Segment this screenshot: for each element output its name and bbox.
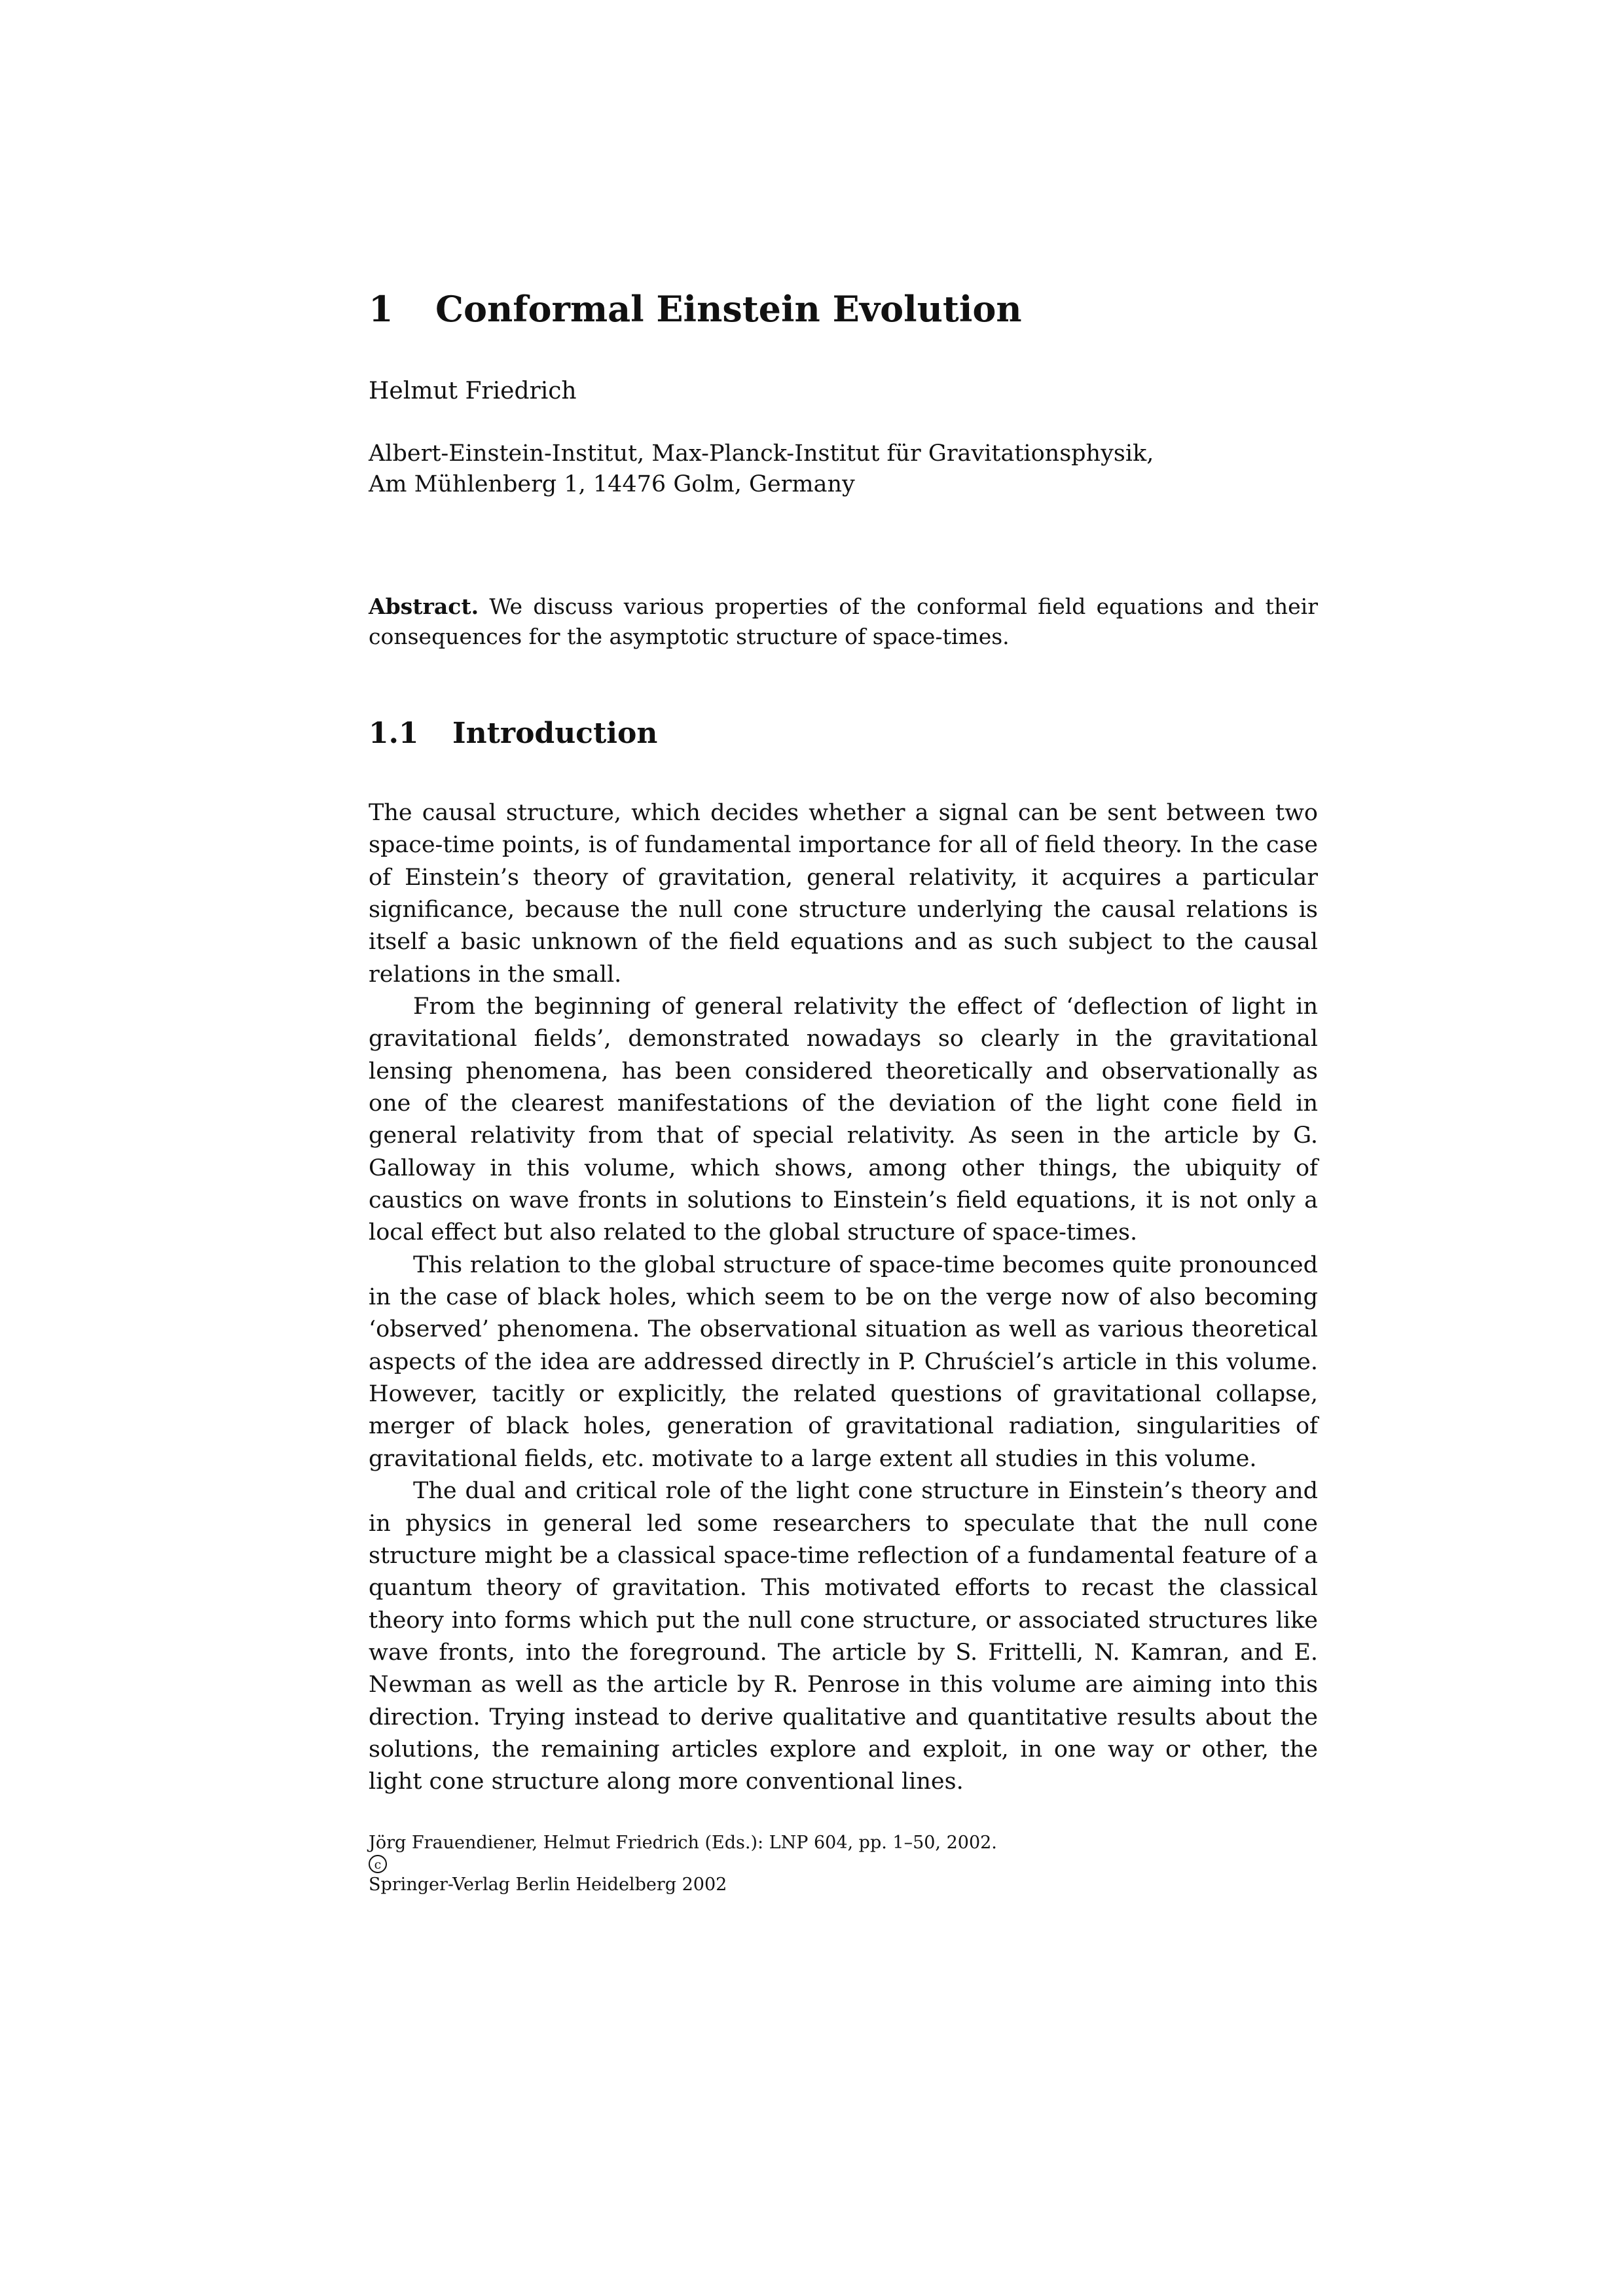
- page: [369, 288, 1318, 1896]
- affiliation-line-1: Albert-Einstein-Institut, Max-Planck-Institut für Gravitationsphysik,: [369, 440, 1154, 467]
- section-heading: [369, 717, 1318, 751]
- chapter-number: 1: [369, 288, 393, 330]
- footer-copyright: Springer-Verlag Berlin Heidelberg 2002: [369, 1874, 727, 1895]
- paragraph-3: This relation to the global structure of space-time becomes quite pronounced in the case of black holes, which seem to be on the verge now of also becoming ‘observed’ phenomena. The observational situation as well as various theoretical aspects of the idea are addressed directly in P. Chruściel’s article in this volume. However, tacitly or explicitly, the related questions of gravitational collapse, merger of black holes, generation of gravitational radiation, singularities of gravitational fields, etc. motivate to a large extent all studies in this volume.: [369, 1251, 1318, 1472]
- copyright-icon: c: [369, 1855, 387, 1873]
- chapter-title-text: Conformal Einstein Evolution: [435, 288, 1022, 330]
- paragraph-4: The dual and critical role of the light cone structure in Einstein’s theory and in physics in general led some researchers to speculate that the null cone structure might be a classical space-time reflection of a fundamental feature of a quantum theory of gravitation. This motivated efforts to recast the classical theory into forms which put the null cone structure, or associated structures like wave fronts, into the foreground. The article by S. Frittelli, N. Kamran, and E. Newman as well as the article by R. Penrose in this volume are aiming into this direction. Trying instead to derive qualitative and quantitative results about the solutions, the remaining articles explore and exploit, in one way or other, the light cone structure along more conventional lines.: [369, 1478, 1318, 1795]
- paragraph-2: From the beginning of general relativity the effect of ‘deflection of light in gravitational fields’, demonstrated nowadays so clearly in the gravitational lensing phenomena, has been considered theoretically and observationally as one of the clearest manifestations of the deviation of the light cone field in general relativity from that of special relativity. As seen in the article by G. Galloway in this volume, which shows, among other things, the ubiquity of caustics on wave fronts in solutions to Einstein’s field equations, it is not only a local effect but also related to the global structure of space-times.: [369, 994, 1318, 1246]
- abstract-label: Abstract.: [369, 594, 479, 620]
- page-footer: [369, 1831, 1318, 1897]
- chapter-title: [369, 288, 1318, 331]
- abstract: [369, 592, 1318, 651]
- paragraph-1: The causal structure, which decides whether a signal can be sent between two space-time points, is of fundamental importance for all of field theory. In the case of Einstein’s theory of gravitation, general relativity, it acquires a particular significance, because the null cone structure underlying the causal relations is itself a basic unknown of the field equations and as such subject to the causal relations in the small.: [369, 799, 1318, 988]
- affiliation-line-2: Am Mühlenberg 1, 14476 Golm, Germany: [369, 471, 855, 497]
- footer-copyright-line: [369, 1855, 1318, 1897]
- abstract-text: We discuss various properties of the conformal field equations and their consequences for the asymptotic structure of space-times.: [369, 594, 1318, 649]
- affiliation: [369, 439, 1318, 501]
- section-title-text: Introduction: [452, 717, 658, 751]
- author-name: Helmut Friedrich: [369, 377, 577, 404]
- section-number: 1.1: [369, 717, 419, 751]
- footer-citation: Jörg Frauendiener, Helmut Friedrich (Eds.): LNP 604, pp. 1–50, 2002.: [369, 1832, 997, 1853]
